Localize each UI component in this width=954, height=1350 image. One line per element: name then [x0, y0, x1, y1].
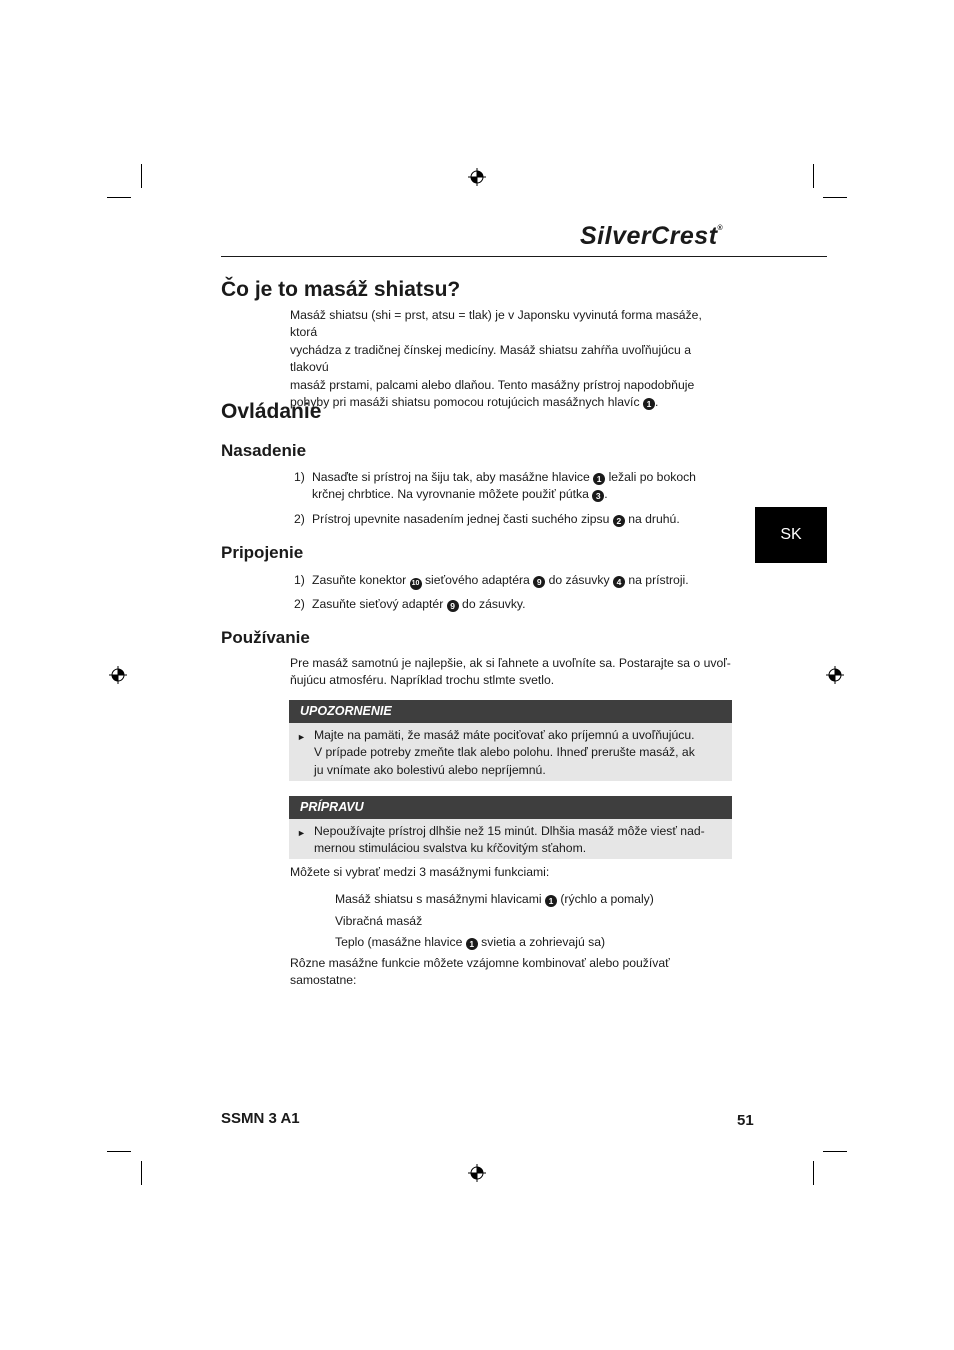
list-item: Masáž shiatsu s masážnymi hlavicami 1 (rýchlo a pomaly): [335, 892, 654, 906]
section-title: Čo je to masáž shiatsu?: [221, 278, 461, 301]
list-item: 2) Zasuňte sieťový adaptér 9 do zásuvky.: [294, 597, 526, 611]
arrow-right-icon: ►: [297, 828, 306, 838]
page-number: 51: [737, 1112, 754, 1129]
language-tab: SK: [755, 507, 827, 563]
crop-mark: [813, 164, 814, 188]
crop-mark: [823, 1151, 847, 1152]
brand-logo: SilverCrest®: [580, 222, 724, 250]
reference-number: 1: [643, 398, 655, 410]
crop-mark: [823, 197, 847, 198]
intro-paragraph: Masáž shiatsu (shi = prst, atsu = tlak) je v Japonsku vyvinutá forma masáže, ktorá vychádza z tradičnej čínskej medicíny. Masáž shiatsu zahŕňa uvoľňujúcu a tlakovú masáž prstami, palcami alebo dlaňou. Tento masážny prístroj napodobňuje pohyby pri masáži shiatsu pomocou rotujúcich masážnych hlavíc 1 .: [290, 308, 702, 410]
list-item: Teplo (masážne hlavice 1 svietia a zohrievajú sa): [335, 935, 606, 949]
usage-paragraph: Pre masáž samotnú je najlepšie, ak si ľahnete a uvoľníte sa. Postarajte sa o uvoľ- ňujúcu atmosféru. Napríklad trochu stlmte svetlo.: [290, 656, 731, 688]
subsection-title: Pripojenie: [221, 543, 304, 562]
registration-mark-icon: [109, 666, 127, 684]
crop-mark: [813, 1161, 814, 1185]
caution-body: ► Nepoužívajte prístroj dlhšie než 15 minút. Dlhšia masáž môže viesť nad- mernou stimuláciou svalstva ku kŕčovitým sťahom.: [289, 819, 732, 859]
subsection-title: Nasadenie: [221, 441, 307, 460]
registration-mark-icon: [468, 168, 486, 186]
list-item: 1) Nasaďte si prístroj na šiju tak, aby masážne hlavice 1 ležali po bokoch krčnej chrbtice. Na vyrovnanie môžete použiť pútka 3 .: [294, 470, 696, 502]
registration-mark-icon: [826, 666, 844, 684]
crop-mark: [107, 197, 131, 198]
list-item: 2) Prístroj upevnite nasadením jednej časti suchého zipsu 2 na druhú.: [294, 512, 680, 526]
arrow-right-icon: ►: [297, 732, 306, 742]
warning-header: UPOZORNENIE: [289, 700, 732, 723]
model-number: SSMN 3 A1: [221, 1110, 300, 1127]
crop-mark: [107, 1151, 131, 1152]
caution-header: PRÍPRAVU: [289, 796, 732, 819]
closing-paragraph: Rôzne masážne funkcie môžete vzájomne kombinovať alebo používať samostatne:: [290, 956, 670, 988]
list-item: Vibračná masáž: [335, 914, 423, 928]
functions-intro: Môžete si vybrať medzi 3 masážnymi funkciami:: [290, 865, 550, 879]
header-rule: [221, 256, 827, 257]
list-item: 1) Zasuňte konektor 10 sieťového adaptéra 9 do zásuvky 4 na prístroji.: [294, 572, 734, 590]
warning-body: ► Majte na pamäti, že masáž máte pociťovať ako príjemnú a uvoľňujúcu. V prípade potreby zmeňte tlak alebo polohu. Ihneď prerušte masáž, ak ju vnímate ako bolestivú alebo nepríjemnú.: [289, 723, 732, 781]
registration-mark-icon: [468, 1164, 486, 1182]
section-title: Ovládanie: [221, 400, 322, 423]
subsection-title: Používanie: [221, 628, 310, 647]
crop-mark: [141, 164, 142, 188]
crop-mark: [141, 1161, 142, 1185]
